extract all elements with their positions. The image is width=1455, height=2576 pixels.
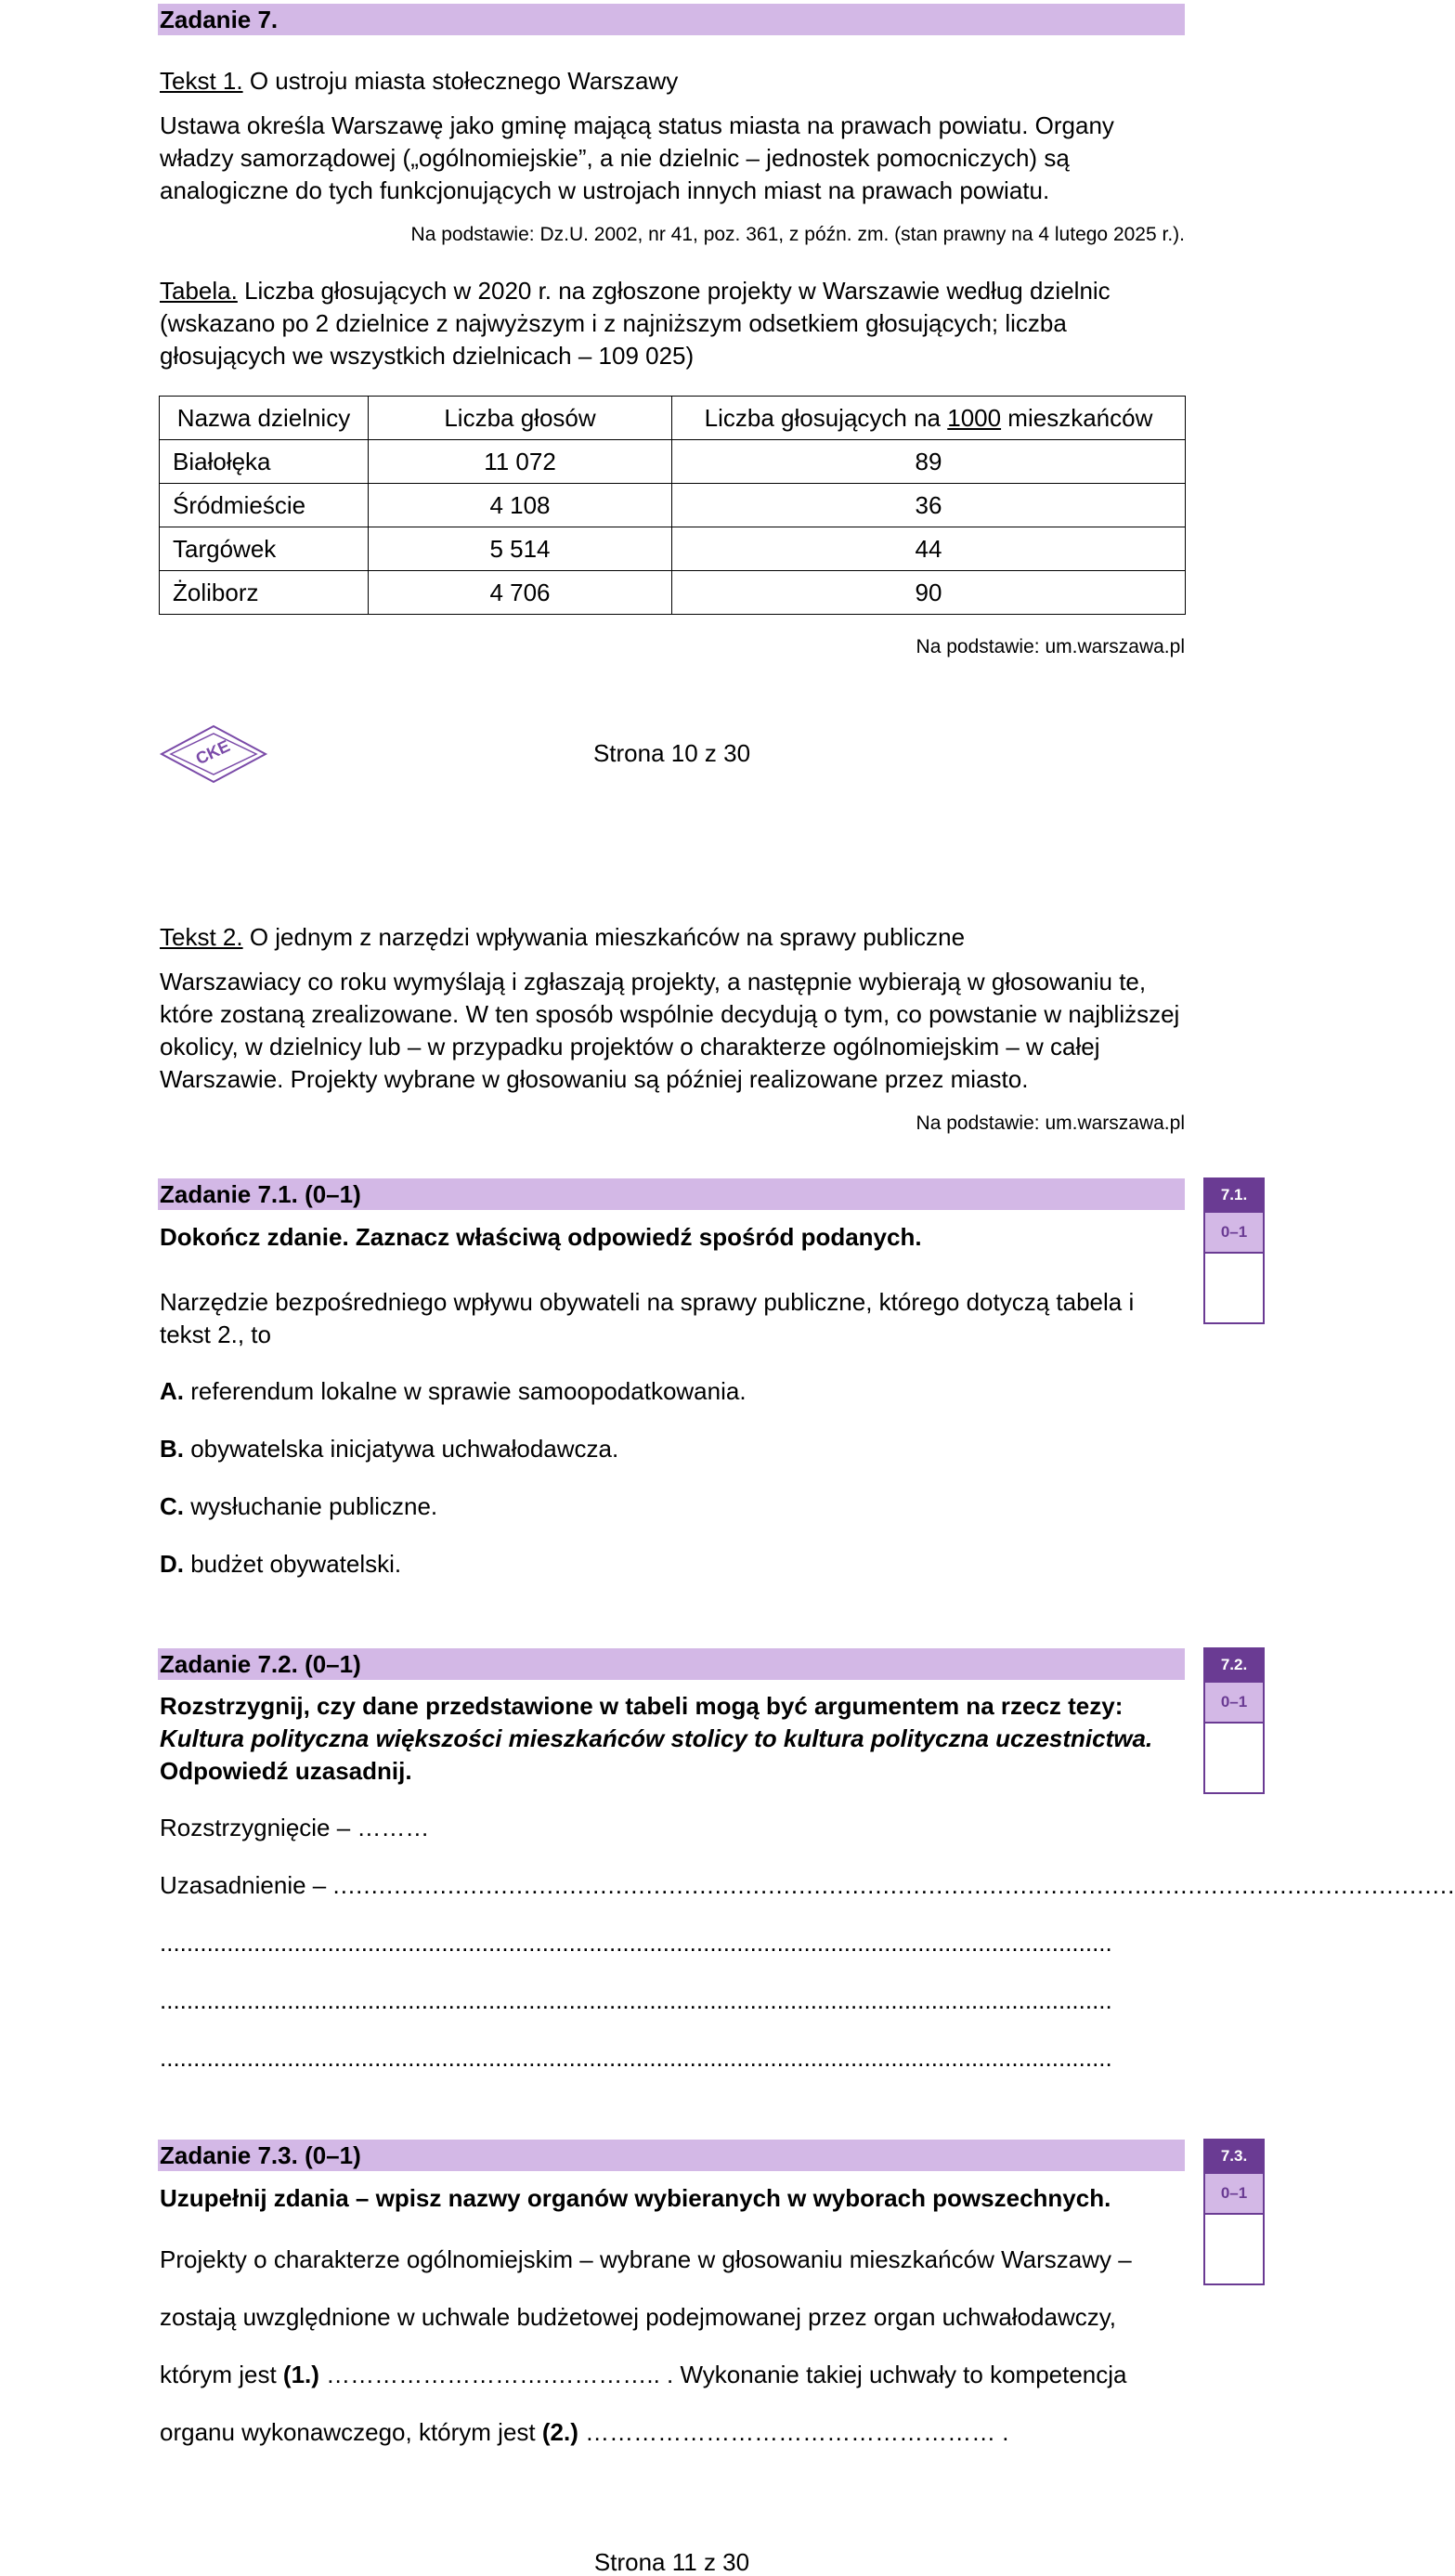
task72-thesis: Kultura polityczna większości mieszkańców stolicy to kultura polityczna uczestnictwa. — [160, 1724, 1153, 1752]
option-c[interactable] — [160, 1490, 1185, 1523]
blank-1-label: (1.) — [282, 2361, 319, 2388]
blank-1-field[interactable]: ……………………….………….. . Wykonanie takiej uchwały to kompetencja — [318, 2361, 1127, 2388]
text2-title: O jednym z narzędzi wpływania mieszkańców na sprawy publiczne — [242, 923, 966, 951]
text1-body: Ustawa określa Warszawę jako gminę mającą status miasta na prawach powiatu. Organy władzy samorządowej („ogólnomiejskie”, a nie dzielnic – jednostek pomocniczych) są analogiczne do tych funkcjonujących w ustrojach innych miast na prawach powiatu. — [160, 111, 1114, 204]
task71-header: Zadanie 7.1. (0–1) — [158, 1178, 1185, 1210]
cell-per-1000: 36 — [672, 484, 1186, 527]
cell-per-1000: 89 — [672, 440, 1186, 484]
score-box-points: 0–1 — [1205, 2172, 1263, 2215]
text1-source: Na podstawie: Dz.U. 2002, nr 41, poz. 361, z późn. zm. (stan prawny na 4 lutego 2025 r.). — [410, 224, 1185, 245]
score-box-field[interactable] — [1205, 1724, 1263, 1792]
option-letter: D. — [160, 1550, 184, 1578]
table-row — [160, 527, 1186, 571]
task73-instruction: Uzupełnij zdania – wpisz nazwy organów wybieranych w wyborach powszechnych. — [160, 2184, 1111, 2212]
table-label: Tabela. — [160, 277, 238, 305]
cell-district: Targówek — [160, 527, 369, 571]
text1-heading — [160, 65, 1185, 98]
text1-label: Tekst 1. — [160, 67, 243, 95]
task72-instruction-3: Odpowiedź uzasadnij. — [160, 1757, 412, 1785]
task73-line-4[interactable] — [160, 2416, 1185, 2449]
district-table — [159, 396, 1186, 615]
header-per-1000-a: Liczba głosujących na — [704, 403, 948, 432]
task71-stem: Narzędzie bezpośredniego wpływu obywateli na sprawy publiczne, którego dotyczą tabela i tekst 2., to — [160, 1288, 1135, 1348]
score-box-label: 7.3. — [1205, 2140, 1263, 2172]
text2-label: Tekst 2. — [160, 923, 243, 951]
cell-votes: 4 706 — [369, 571, 672, 615]
task72-instruction-1: Rozstrzygnij, czy dane przedstawione w tabeli mogą być argumentem na rzecz tezy: — [160, 1692, 1124, 1720]
table-row — [160, 571, 1186, 615]
score-box-points: 0–1 — [1205, 1211, 1263, 1254]
task73-line-1: Projekty o charakterze ogólnomiejskim – wybrane w głosowaniu mieszkańców Warszawy – — [160, 2245, 1132, 2273]
text2-source: Na podstawie: um.warszawa.pl — [916, 1112, 1185, 1134]
cell-votes: 4 108 — [369, 484, 672, 527]
option-a[interactable] — [160, 1375, 1185, 1408]
score-box-7-3[interactable] — [1203, 2139, 1265, 2285]
option-letter: C. — [160, 1492, 184, 1520]
header-per-1000-b: 1000 — [947, 403, 1002, 432]
task72-header: Zadanie 7.2. (0–1) — [158, 1648, 1185, 1680]
option-d[interactable] — [160, 1548, 1185, 1581]
cell-votes: 5 514 — [369, 527, 672, 571]
page-number: Strona 10 z 30 — [592, 739, 751, 767]
header-per-1000-c: mieszkańców — [1001, 403, 1153, 432]
text2-heading — [160, 921, 1185, 954]
table-row — [160, 440, 1186, 484]
table-source: Na podstawie: um.warszawa.pl — [916, 636, 1185, 657]
cke-logo-text: CKE — [192, 736, 233, 769]
blank-2-label: (2.) — [541, 2418, 578, 2446]
option-text: referendum lokalne w sprawie samoopodatkowania. — [184, 1377, 747, 1405]
blank-2-field[interactable]: …………………………………………… . — [578, 2418, 1009, 2446]
option-letter: A. — [160, 1377, 184, 1405]
text2-body: Warszawiacy co roku wymyślają i zgłaszają projekty, a następnie wybierają w głosowaniu te, które zostaną zrealizowane. W ten sposób wspólnie decydują o tym, co powstanie w najbliższej okolicy, w dzielnicy lub – w przypadku projektów o charakterze ogólnomiejskim – w całej Warszawie. Projekty wybrane w głosowaniu są później realizowane przez miasto. — [160, 968, 1180, 1093]
line4-a: organu wykonawczego, którym jest — [160, 2418, 542, 2446]
cell-district: Żoliborz — [160, 571, 369, 615]
answer-line[interactable]: .............................................................................................................................................. — [160, 1929, 1112, 1957]
task7-header: Zadanie 7. — [158, 4, 1185, 35]
score-box-field[interactable] — [1205, 2215, 1263, 2283]
header-per-1000 — [672, 397, 1186, 440]
task73-line-3[interactable] — [160, 2359, 1185, 2391]
score-box-label: 7.1. — [1205, 1179, 1263, 1211]
line3-a: którym jest — [160, 2361, 283, 2388]
dots-fill: ................................................................................................................................................... — [332, 1871, 1455, 1899]
task73-header: Zadanie 7.3. (0–1) — [158, 2140, 1185, 2171]
option-text: budżet obywatelski. — [184, 1550, 402, 1578]
cell-per-1000: 44 — [672, 527, 1186, 571]
option-b[interactable] — [160, 1433, 1185, 1465]
option-text: wysłuchanie publiczne. — [184, 1492, 438, 1520]
answer-line[interactable]: .............................................................................................................................................. — [160, 2044, 1112, 2072]
table-header-row — [160, 397, 1186, 440]
page-number-clip — [0, 2548, 1344, 2576]
table-caption — [160, 275, 1185, 372]
task73-line-2: zostają uwzględnione w uchwale budżetowej podejmowanej przez organ uchwałodawczy, — [160, 2303, 1117, 2331]
option-text: obywatelska inicjatywa uchwałodawcza. — [184, 1435, 619, 1463]
score-box-points: 0–1 — [1205, 1681, 1263, 1724]
table-caption-text: Liczba głosujących w 2020 r. na zgłoszone projekty w Warszawie według dzielnic (wskazano po 2 dzielnice z najwyższym i z najniższym odsetkiem głosujących; liczba głosujących we wszystkich dzielnicach – 109 025) — [160, 277, 1111, 370]
task72-decision-field[interactable]: Rozstrzygnięcie – ……… — [160, 1814, 430, 1841]
cell-district: Białołęka — [160, 440, 369, 484]
score-box-label: 7.2. — [1205, 1649, 1263, 1681]
answer-line[interactable]: .............................................................................................................................................. — [160, 1986, 1112, 2014]
cell-votes: 11 072 — [369, 440, 672, 484]
score-box-7-2[interactable] — [1203, 1647, 1265, 1794]
option-letter: B. — [160, 1435, 184, 1463]
text1-title: O ustroju miasta stołecznego Warszawy — [242, 67, 679, 95]
page-number: Strona 11 z 30 — [593, 2548, 750, 2576]
table-row — [160, 484, 1186, 527]
score-box-field[interactable] — [1205, 1254, 1263, 1322]
page-number-clip — [0, 739, 1344, 767]
cell-district: Śródmieście — [160, 484, 369, 527]
cell-per-1000: 90 — [672, 571, 1186, 615]
justification-label: Uzasadnienie – — [160, 1871, 333, 1899]
task71-instruction: Dokończ zdanie. Zaznacz właściwą odpowiedź spośród podanych. — [160, 1223, 922, 1251]
score-box-7-1[interactable] — [1203, 1177, 1265, 1324]
header-district: Nazwa dzielnicy — [160, 397, 369, 440]
task72-instruction — [160, 1690, 1185, 1788]
header-votes: Liczba głosów — [369, 397, 672, 440]
task72-justification-line[interactable] — [160, 1869, 1455, 1902]
